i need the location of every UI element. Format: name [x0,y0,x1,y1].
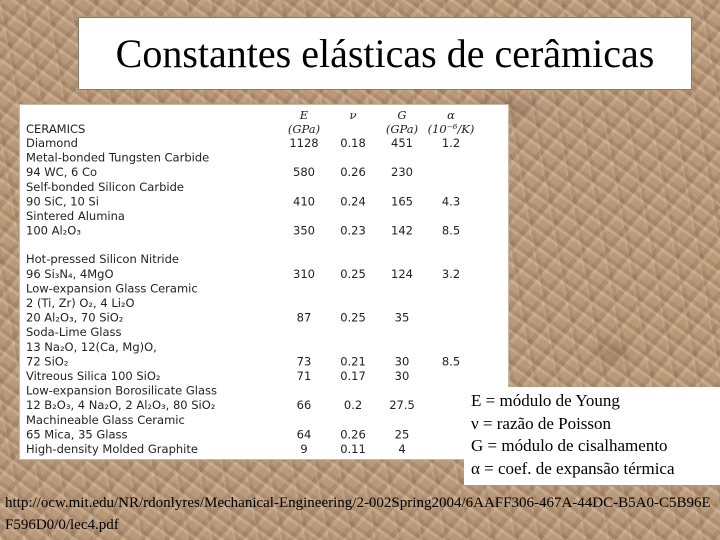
table-cell-G: 4 [398,442,406,456]
header-symbol: E [299,108,309,122]
material-name: 100 Al₂O₃ [26,223,81,238]
table-cell-G: 142 [391,223,413,238]
legend-line-poisson: ν = razão de Poisson [471,413,612,433]
header-symbol: ν [349,108,357,122]
table-cell-nu: 0.26 [340,427,366,442]
header-unit: (10⁻⁶/K) [427,122,475,136]
material-name: Metal-bonded Tungsten Carbide [26,150,210,165]
table-cell-alpha: 8.5 [441,223,461,238]
table-cell-E: 64 [296,427,312,442]
table-cell-nu: 0.11 [340,442,366,456]
section-label: CERAMICS [26,122,86,136]
material-name: 65 Mica, 35 Glass [26,427,128,442]
table-cell-alpha: 4.3 [441,194,461,209]
header-unit: (GPa) [287,122,321,136]
material-name: Sintered Alumina [26,209,125,223]
slide-title: Constantes elásticas de cerâmicas [78,17,692,90]
material-name: 20 Al₂O₃, 70 SiO₂ [26,310,124,325]
table-cell-E: 410 [293,194,315,209]
table-cell-G: 35 [394,310,410,325]
table-cell-E: 87 [296,310,312,325]
table-cell-nu: 0.21 [340,354,366,369]
table-cell-nu: 0.23 [340,223,366,238]
material-name: Self-bonded Silicon Carbide [26,179,184,194]
table-cell-E: 1128 [289,136,319,150]
material-name: 90 SiC, 10 Si [26,194,99,209]
material-name: 72 SiO₂ [26,354,69,369]
material-name: 2 (Ti, Zr) O₂, 4 Li₂O [26,296,135,310]
legend-line-thermal: α = coef. de expansão térmica [471,458,675,478]
table-cell-G: 30 [394,354,410,369]
table-cell-G: 25 [394,427,410,442]
table-cell-nu: 0.17 [340,369,366,383]
table-cell-E: 9 [300,442,308,456]
legend-line-young: E = módulo de Young [471,391,620,410]
table-cell-G: 451 [391,136,413,150]
material-name: Low-expansion Borosilicate Glass [26,383,218,398]
material-name: Low-expansion Glass Ceramic [26,281,198,296]
header-symbol: G [397,108,407,122]
table-cell-alpha: 3.2 [441,266,461,281]
ceramics-table [20,105,508,459]
header-unit: (GPa) [385,122,419,136]
legend-box [464,387,720,485]
material-name: Vitreous Silica 100 SiO₂ [26,369,161,383]
table-cell-alpha: 1.2 [441,136,461,150]
material-name: Hot-pressed Silicon Nitride [26,252,179,267]
table-cell-G: 230 [391,165,413,180]
table-cell-nu: 0.2 [343,398,363,413]
table-cell-nu: 0.24 [340,194,366,209]
material-name: Soda-Lime Glass [26,325,122,340]
legend-line-shear: G = módulo de cisalhamento [471,436,668,455]
table-cell-E: 73 [296,354,312,369]
table-cell-G: 30 [394,369,410,383]
material-name: 96 Si₃N₄, 4MgO [26,266,114,281]
material-name: 12 B₂O₃, 4 Na₂O, 2 Al₂O₃, 80 SiO₂ [26,398,216,413]
table-cell-G: 165 [391,194,413,209]
ceramics-table-image [19,104,509,460]
table-cell-nu: 0.25 [340,310,366,325]
table-cell-nu: 0.26 [340,165,366,180]
material-name: 13 Na₂O, 12(Ca, Mg)O, [26,339,157,354]
table-cell-nu: 0.18 [340,136,366,150]
table-cell-alpha: 8.5 [441,354,461,369]
table-cell-G: 124 [391,266,413,281]
material-name: 94 WC, 6 Co [26,165,98,180]
material-name: Diamond [26,136,78,150]
material-name: High-density Molded Graphite [26,442,198,456]
table-cell-G: 27.5 [389,398,415,413]
table-cell-E: 350 [293,223,315,238]
header-symbol: α [447,108,455,122]
table-cell-nu: 0.25 [340,266,366,281]
table-cell-E: 310 [293,266,315,281]
source-link[interactable]: http://ocw.mit.edu/NR/rdonlyres/Mechanical-Engineering/2-002Spring2004/6AAFF306-467A-44DC-B5A0-C5B96EF596D0/0/lec4.pdf [5,495,711,533]
table-cell-E: 66 [296,398,312,413]
table-cell-E: 71 [296,369,312,383]
material-name: Machineable Glass Ceramic [26,412,185,427]
table-cell-E: 580 [293,165,315,180]
